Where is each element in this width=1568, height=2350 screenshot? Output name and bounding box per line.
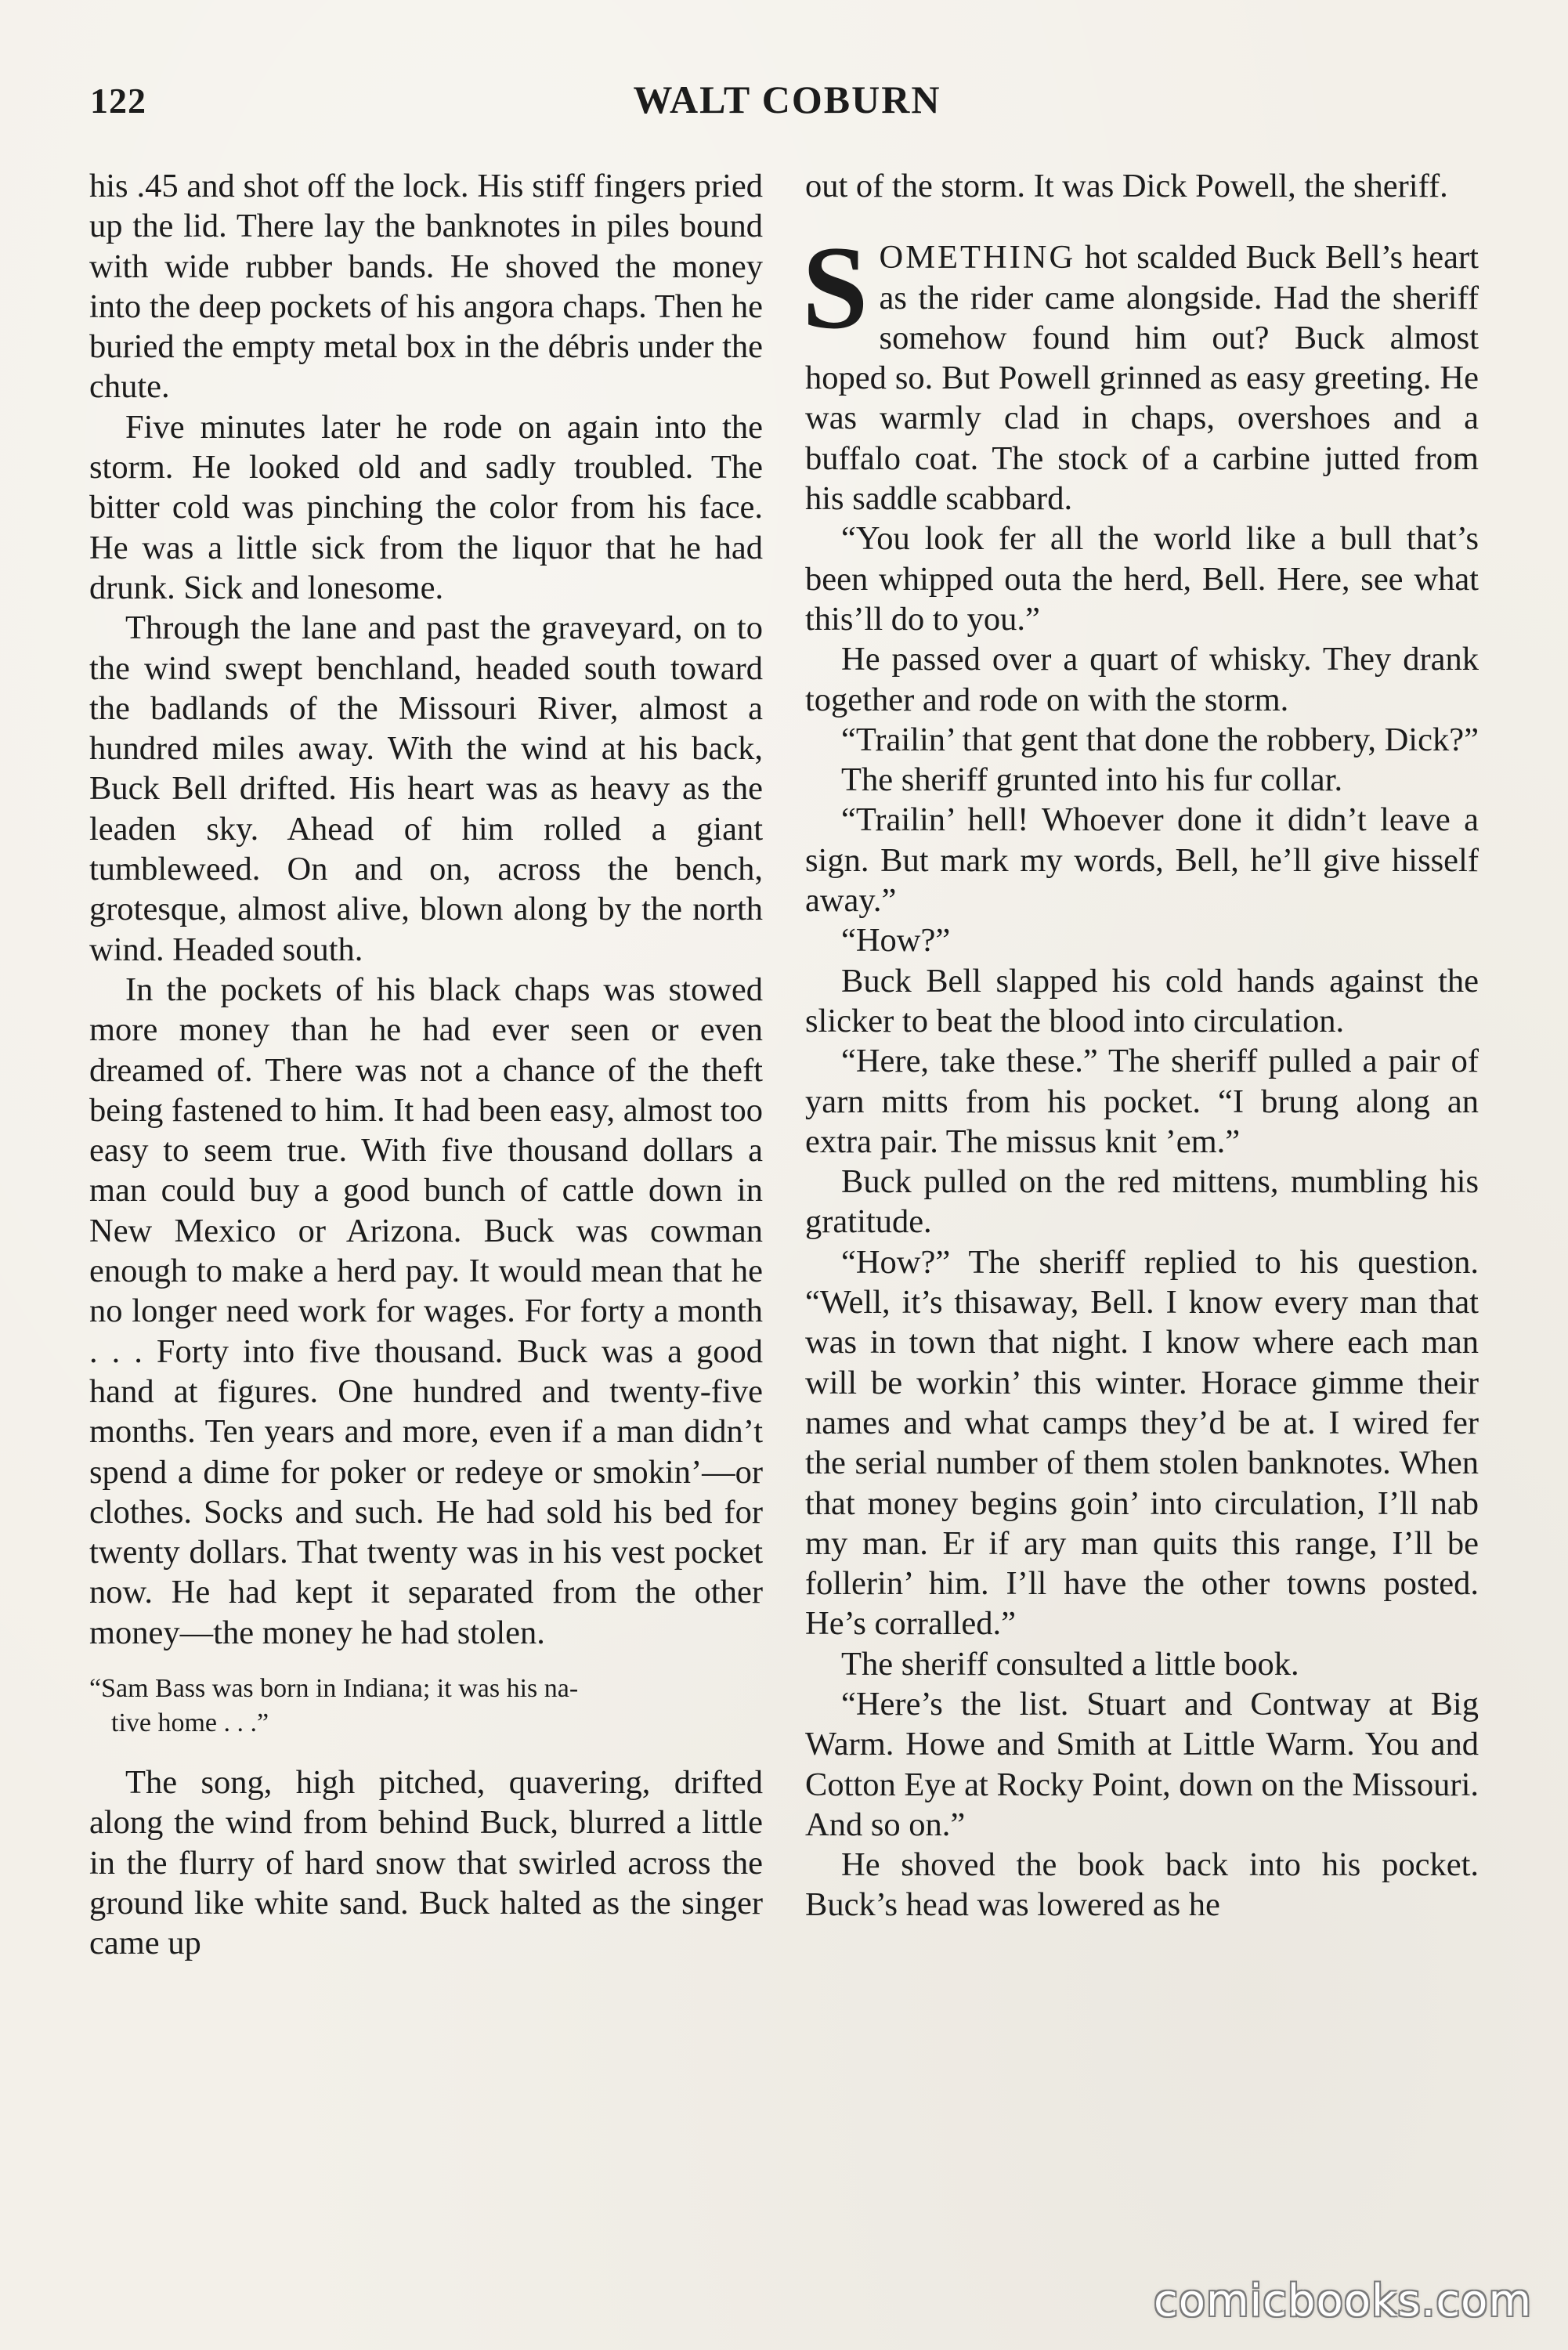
drop-cap: S (802, 222, 869, 354)
right-column (802, 166, 1479, 1925)
drop-cap-rest: OMETHING (879, 239, 1076, 277)
right-paragraph-4: He passed over a quart of whisky. They drank together and rode on with the storm. (805, 641, 1479, 718)
right-paragraph-2-text: hot scalded Buck Bell’s heart as the rider came alongside. Had the sheriff somehow found him out? Buck almost hoped so. But Powell grinned as easy greeting. He was warmly clad in chaps, overshoes and a buffalo coat. The stock of a carbine jutted from his saddle scabbard. (805, 239, 1479, 518)
section-break (805, 206, 1479, 237)
left-paragraph-2: Five minutes later he rode on again into the storm. He looked old and sadly troubled. The bitter cold was pinching the color from his face. He was a little sick from the liquor that he had drunk. Sick and lonesome. (89, 408, 763, 606)
left-paragraph-4: In the pockets of his black chaps was stowed more money than he had ever seen or even dreamed of. There was not a chance of the theft being fastened to him. It had been easy, almost too easy to seem true. With five thousand dollars a man could buy a good bunch of cattle down in New Mexico or Arizona. Buck was cowman enough to make a herd pay. It would mean that he no longer need work for wages. For forty a month . . . Forty into five thousand. Buck was a good hand at figures. One hundred and twenty-five months. Ten years and more, even if a man didn’t spend a dime for poker or redeye or smokin’—or clothes. Socks and such. He had sold his bed for twenty dollars. That twenty was in his vest pocket now. He had kept it separated from the other money—the money he had stolen. (89, 971, 764, 1651)
page-header (86, 77, 1488, 124)
right-paragraph-3: “You look fer all the world like a bull that’s been whipped outa the herd, Bell. Here, see what this’ll do to you.” (805, 520, 1479, 638)
right-paragraph-6: The sheriff grunted into his fur collar. (841, 761, 1343, 799)
right-paragraph-2 (802, 222, 1479, 519)
right-paragraph-15: He shoved the book back into his pocket. Buck’s head was lowered as he (805, 1846, 1479, 1924)
song-line-1: “Sam Bass was born in Indiana; it was his na- (89, 1673, 579, 1703)
left-paragraph-5: The song, high pitched, quavering, drifted along the wind from behind Buck, blurred a little in the flurry of hard snow that swirled across the ground like white sand. Buck halted as the singer came up (89, 1763, 763, 1962)
right-paragraph-11: Buck pulled on the red mittens, mumbling his gratitude. (805, 1163, 1479, 1241)
right-paragraph-12: “How?” The sheriff replied to his question. “Well, it’s thisaway, Bell. I know every man that was in town that night. I know where each man will be workin’ this winter. Horace gimme their names and what camps they’d be at. I wired fer the serial number of them stolen banknotes. When that money begins goin’ into circulation, I’ll nab my man. Er if ary man quits this range, I’ll be follerin’ him. I’ll have the other towns posted. He’s corralled.” (805, 1243, 1479, 1643)
running-head: WALT COBURN (633, 78, 941, 121)
watermark-logo: comicbooks.com (1153, 2276, 1532, 2326)
left-column (89, 166, 763, 1963)
left-paragraph-1: his .45 and shot off the lock. His stiff fingers pried up the lid. There lay the banknotes in piles bound with wide rubber bands. He shoved the money into the deep pockets of his angora chaps. Then he buried the empty metal box in the débris under the chute. (89, 168, 763, 406)
song-line-2: tive home . . .” (111, 1708, 269, 1737)
page-number: 122 (90, 81, 146, 121)
right-paragraph-10: “Here, take these.” The sheriff pulled a pair of yarn mitts from his pocket. “I brung along an extra pair. The missus knit ’em.” (805, 1043, 1479, 1160)
right-paragraph-8: “How?” (841, 922, 951, 960)
left-paragraph-3: Through the lane and past the graveyard, on to the wind swept benchland, headed south toward the badlands of the Missouri River, almost a hundred miles away. With the wind at his back, Buck Bell drifted. His heart was as heavy as the leaden sky. Ahead of him rolled a giant tumbleweed. On and on, across the bench, grotesque, almost alive, blown along by the north wind. Headed south. (89, 609, 763, 968)
song-excerpt (89, 1672, 763, 1741)
right-paragraph-5: “Trailin’ that gent that done the robbery, Dick?” (841, 721, 1479, 758)
right-paragraph-9: Buck Bell slapped his cold hands against the slicker to beat the blood into circulation. (805, 962, 1479, 1039)
right-paragraph-13: The sheriff consulted a little book. (841, 1645, 1299, 1683)
right-paragraph-14: “Here’s the list. Stuart and Contway at Big Warm. Howe and Smith at Little Warm. You and Cotton Eye at Rocky Point, down on the Missouri. And so on.” (805, 1685, 1479, 1843)
right-paragraph-7: “Trailin’ hell! Whoever done it didn’t leave a sign. But mark my words, Bell, he’ll give hisself away.” (805, 801, 1479, 920)
right-paragraph-1: out of the storm. It was Dick Powell, the sheriff. (805, 168, 1448, 204)
